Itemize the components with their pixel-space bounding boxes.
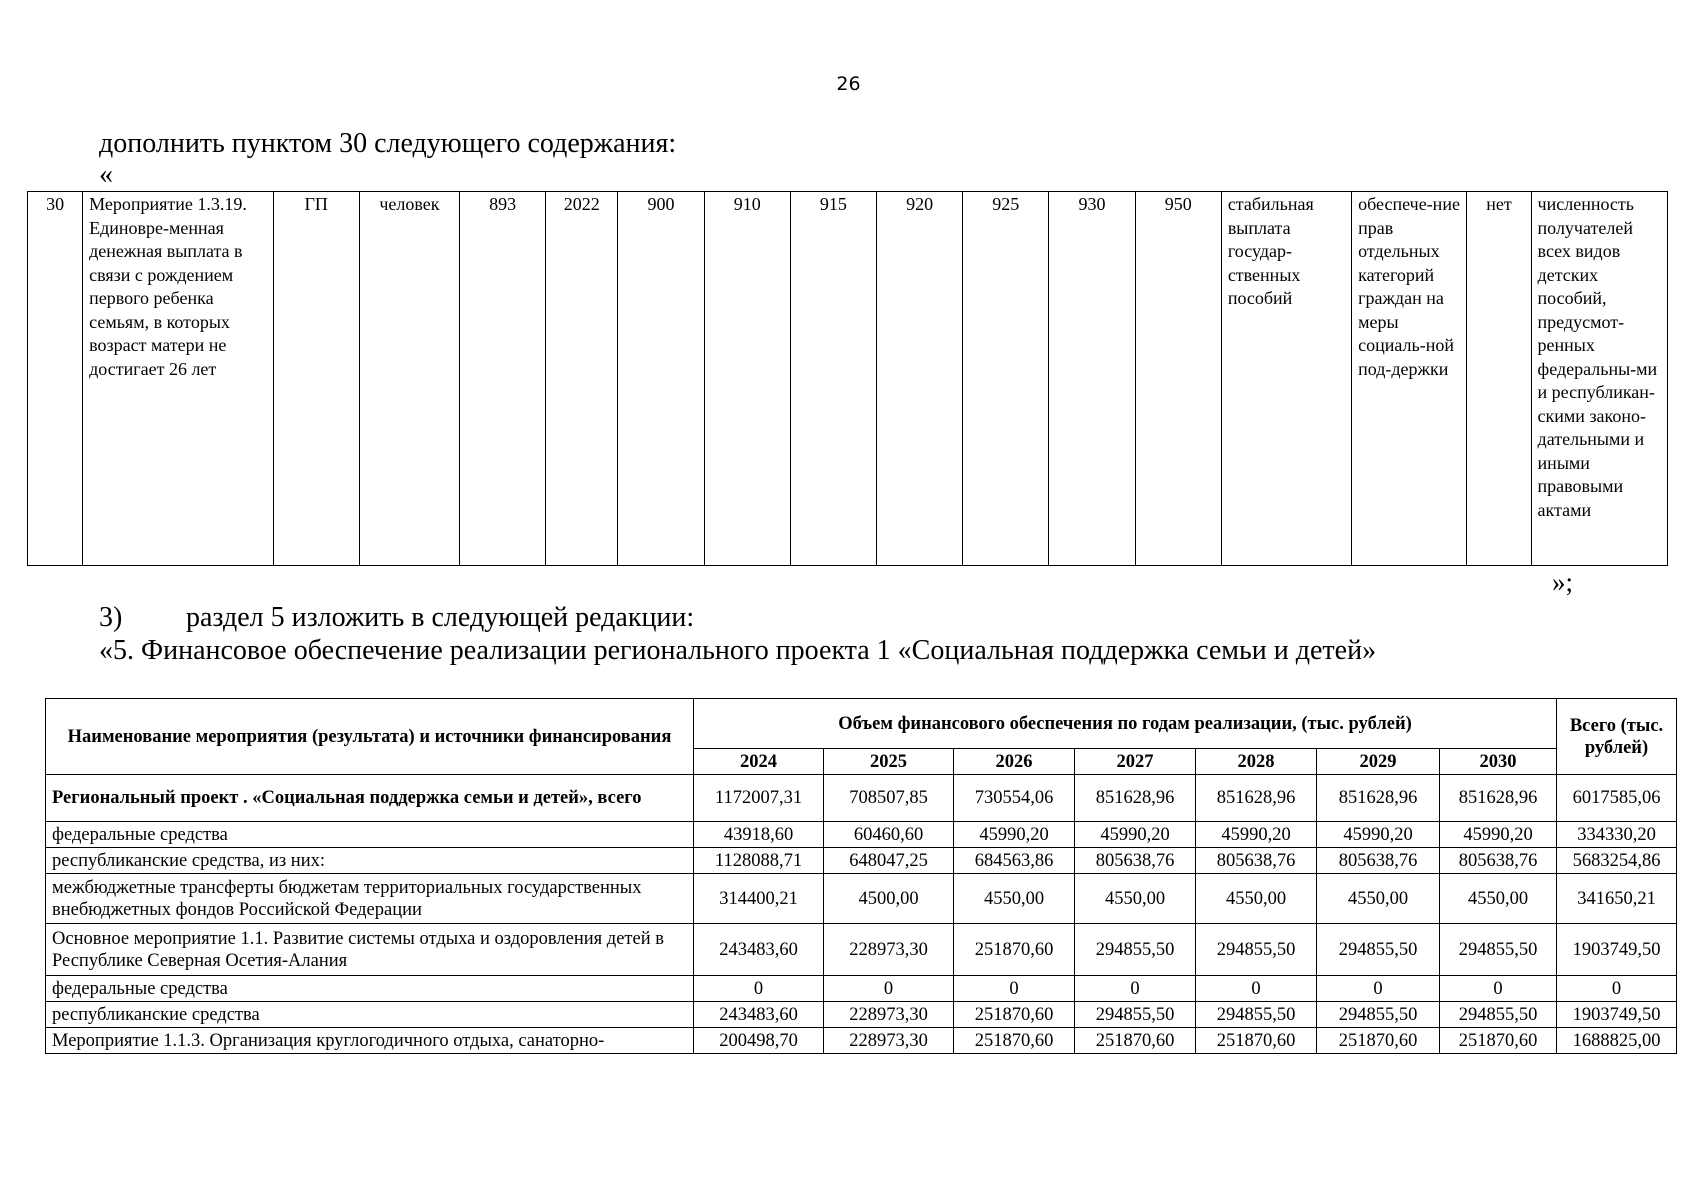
cell-value: 0 <box>1440 976 1557 1002</box>
cell-value: 0 <box>694 976 824 1002</box>
year-value: 920 <box>877 192 963 566</box>
cell-value: 4550,00 <box>1196 874 1317 924</box>
indicator-effect: стабильная выплата государ-ственных пособий <box>1221 192 1351 566</box>
year-value: 930 <box>1049 192 1135 566</box>
year-value: 950 <box>1135 192 1221 566</box>
cell-value: 228973,30 <box>824 1002 954 1028</box>
row-label: республиканские средства <box>46 1002 694 1028</box>
year-header: 2027 <box>1075 749 1196 775</box>
table-row <box>46 848 1677 874</box>
year-header: 2029 <box>1317 749 1440 775</box>
cell-value: 805638,76 <box>1317 848 1440 874</box>
row-label: Региональный проект . «Социальная поддержка семьи и детей», всего <box>46 775 694 822</box>
cell-value: 708507,85 <box>824 775 954 822</box>
cell-total: 0 <box>1557 976 1677 1002</box>
cell-value: 294855,50 <box>1317 1002 1440 1028</box>
cell-value: 4550,00 <box>1440 874 1557 924</box>
indicator-goal: обеспече-ние прав отдельных категорий граждан на меры социаль-ной под-держки <box>1352 192 1467 566</box>
cell-value: 294855,50 <box>1075 924 1196 976</box>
cell-value: 228973,30 <box>824 1028 954 1054</box>
table-row <box>46 775 1677 822</box>
cell-value: 45990,20 <box>1196 822 1317 848</box>
cell-value: 228973,30 <box>824 924 954 976</box>
cell-value: 648047,25 <box>824 848 954 874</box>
cell-value: 0 <box>954 976 1075 1002</box>
indicator-flag: нет <box>1467 192 1531 566</box>
indicator-level: ГП <box>273 192 359 566</box>
year-value: 900 <box>618 192 704 566</box>
cell-value: 251870,60 <box>954 924 1075 976</box>
year-value: 910 <box>704 192 790 566</box>
cell-value: 0 <box>1196 976 1317 1002</box>
cell-total: 341650,21 <box>1557 874 1677 924</box>
row-label: республиканские средства, из них: <box>46 848 694 874</box>
cell-value: 851628,96 <box>1196 775 1317 822</box>
base-value: 893 <box>460 192 546 566</box>
row-label: межбюджетные трансферты бюджетам территориальных государственных внебюджетных фондов Российской Федерации <box>46 874 694 924</box>
section-title: «5. Финансовое обеспечение реализации регионального проекта 1 «Социальная поддержка семьи и детей» <box>99 635 1377 666</box>
cell-value: 251870,60 <box>954 1028 1075 1054</box>
row-label: Мероприятие 1.1.3. Организация круглогодичного отдыха, санаторно- <box>46 1028 694 1054</box>
cell-value: 1128088,71 <box>694 848 824 874</box>
row-label: федеральные средства <box>46 976 694 1002</box>
cell-value: 251870,60 <box>1075 1028 1196 1054</box>
cell-value: 294855,50 <box>1196 924 1317 976</box>
cell-value: 45990,20 <box>1440 822 1557 848</box>
row-label: Основное мероприятие 1.1. Развитие системы отдыха и оздоровления детей в Республике Северная Осетия-Алания <box>46 924 694 976</box>
indicator-unit: человек <box>359 192 459 566</box>
cell-value: 314400,21 <box>694 874 824 924</box>
cell-value: 730554,06 <box>954 775 1075 822</box>
year-header: 2028 <box>1196 749 1317 775</box>
cell-value: 45990,20 <box>954 822 1075 848</box>
cell-total: 1903749,50 <box>1557 924 1677 976</box>
cell-value: 1172007,31 <box>694 775 824 822</box>
cell-value: 684563,86 <box>954 848 1075 874</box>
cell-value: 45990,20 <box>1075 822 1196 848</box>
cell-value: 45990,20 <box>1317 822 1440 848</box>
cell-total: 1688825,00 <box>1557 1028 1677 1054</box>
cell-total: 334330,20 <box>1557 822 1677 848</box>
table-row <box>46 924 1677 976</box>
cell-value: 851628,96 <box>1440 775 1557 822</box>
cell-value: 0 <box>824 976 954 1002</box>
cell-value: 251870,60 <box>1317 1028 1440 1054</box>
year-header: 2030 <box>1440 749 1557 775</box>
cell-value: 251870,60 <box>1440 1028 1557 1054</box>
table-row <box>46 1028 1677 1054</box>
cell-value: 294855,50 <box>1196 1002 1317 1028</box>
cell-value: 0 <box>1075 976 1196 1002</box>
cell-value: 200498,70 <box>694 1028 824 1054</box>
section-3-number: 3) <box>99 602 123 633</box>
indicator-table <box>27 191 1668 566</box>
cell-total: 6017585,06 <box>1557 775 1677 822</box>
finance-table <box>45 698 1677 1054</box>
cell-value: 4550,00 <box>954 874 1075 924</box>
table-row <box>46 976 1677 1002</box>
page-number: 26 <box>836 73 861 95</box>
cell-total: 1903749,50 <box>1557 1002 1677 1028</box>
cell-value: 851628,96 <box>1317 775 1440 822</box>
cell-value: 243483,60 <box>694 924 824 976</box>
indicator-row <box>28 192 1668 566</box>
indicator-info-system: численность получателей всех видов детских пособий, предусмот-ренных федеральны-ми и республикан-скими законо-дательными и иными правовыми актами <box>1531 192 1667 566</box>
year-value: 925 <box>963 192 1049 566</box>
cell-value: 805638,76 <box>1196 848 1317 874</box>
section-3-text: раздел 5 изложить в следующей редакции: <box>186 602 695 633</box>
year-value: 915 <box>790 192 876 566</box>
year-header: 2024 <box>694 749 824 775</box>
year-header: 2026 <box>954 749 1075 775</box>
cell-value: 294855,50 <box>1440 924 1557 976</box>
cell-value: 294855,50 <box>1317 924 1440 976</box>
cell-value: 294855,50 <box>1075 1002 1196 1028</box>
cell-value: 60460,60 <box>824 822 954 848</box>
cell-value: 43918,60 <box>694 822 824 848</box>
cell-value: 251870,60 <box>954 1002 1075 1028</box>
cell-total: 5683254,86 <box>1557 848 1677 874</box>
header-total: Всего (тыс. рублей) <box>1557 699 1677 775</box>
header-name: Наименование мероприятия (результата) и источники финансирования <box>46 699 694 775</box>
section-3-line <box>99 602 694 634</box>
row-label: федеральные средства <box>46 822 694 848</box>
indicator-name: Мероприятие 1.3.19. Единовре-менная денежная выплата в связи с рождением первого ребенка семьям, в которых возраст матери не достигает 26 лет <box>83 192 273 566</box>
year-header: 2025 <box>824 749 954 775</box>
cell-value: 4550,00 <box>1075 874 1196 924</box>
table-row <box>46 822 1677 848</box>
cell-value: 0 <box>1317 976 1440 1002</box>
intro-text: дополнить пунктом 30 следующего содержания: <box>99 128 677 159</box>
cell-value: 4500,00 <box>824 874 954 924</box>
table-row <box>46 1002 1677 1028</box>
cell-value: 4550,00 <box>1317 874 1440 924</box>
base-year: 2022 <box>546 192 618 566</box>
cell-value: 805638,76 <box>1075 848 1196 874</box>
row-number: 30 <box>28 192 83 566</box>
table-row <box>46 874 1677 924</box>
cell-value: 243483,60 <box>694 1002 824 1028</box>
header-volume: Объем финансового обеспечения по годам реализации, (тыс. рублей) <box>694 699 1557 749</box>
close-quote: »; <box>1552 567 1574 597</box>
cell-value: 851628,96 <box>1075 775 1196 822</box>
open-quote: « <box>99 159 113 190</box>
cell-value: 805638,76 <box>1440 848 1557 874</box>
cell-value: 251870,60 <box>1196 1028 1317 1054</box>
cell-value: 294855,50 <box>1440 1002 1557 1028</box>
